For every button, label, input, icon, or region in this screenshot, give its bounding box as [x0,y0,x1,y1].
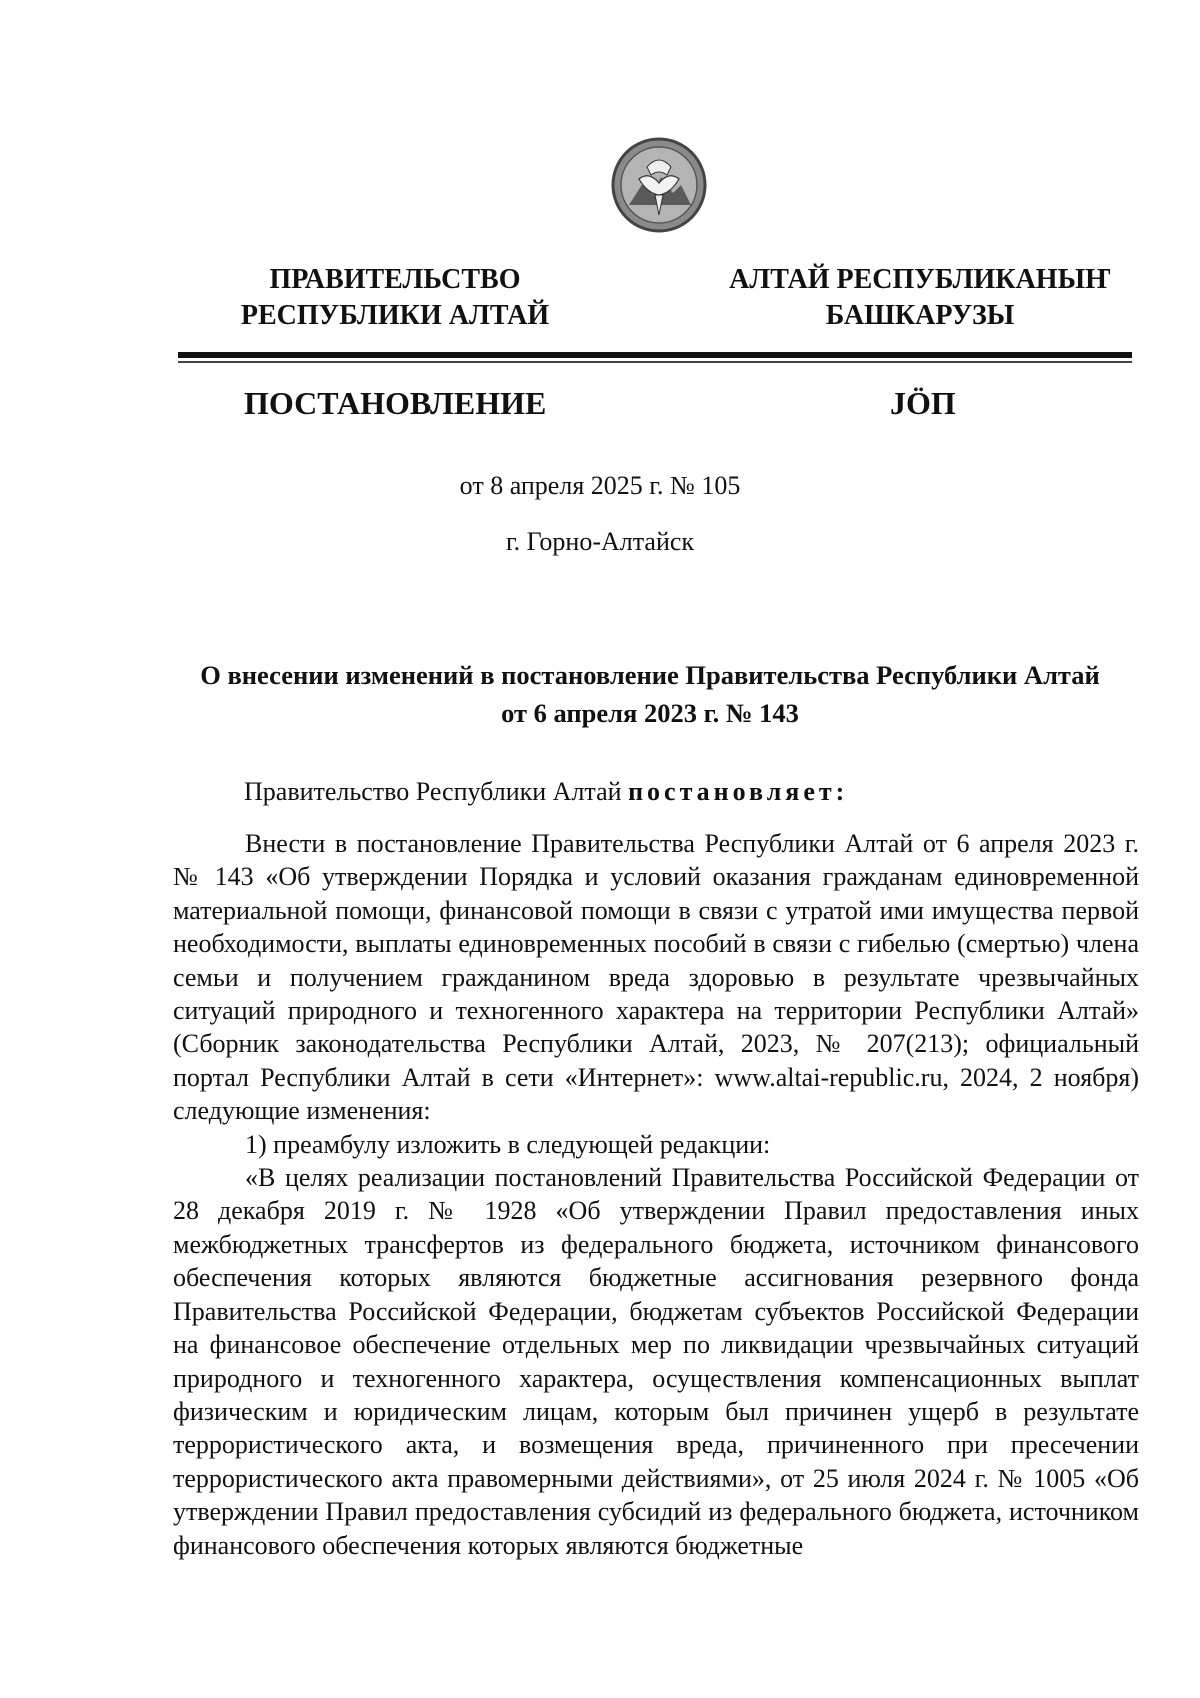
body-paragraph-1: Внести в постановление Правительства Республики Алтай от 6 апреля 2023 г. № 143 «Об утверждении Порядка и условий оказания гражданам единовременной материальной помощи, финансовой помощи в связи с утратой ими имущества первой необходимости, выплаты единовременных пособий в связи с гибелью (смертью) члена семьи и получением гражданином вреда здоровью в результате чрезвычайных ситуаций природного и техногенного характера на территории Республики Алтай» (Сборник законодательства Республики Алтай, 2023, № 207(213); официальный портал Республики Алтай в сети «Интернет»: www.altai-republic.ru, 2024, 2 ноября) следующие изменения: [173,829,1139,1126]
city-line: г. Горно-Алтайск [505,527,695,556]
header-divider-thick [178,352,1132,358]
date-number-line: от 8 апреля 2025 г. № 105 [459,471,741,500]
doc-type-altai: JӦП [890,385,956,421]
body-paragraph-2: 1) преамбулу изложить в следующей редакции: [245,1129,771,1159]
government-name-line-2: РЕСПУБЛИКИ АЛТАЙ [240,300,550,331]
decree-verb: постановляет: [628,777,849,806]
government-name-altai-line-2: БАШКАРУЗЫ [825,300,1015,331]
decree-prefix: Правительство Республики Алтай [244,777,622,806]
document-title-line-1: О внесении изменений в постановление Правительства Республики Алтай [200,660,1100,690]
document-body [173,827,1139,1562]
document-title [160,656,1140,732]
doc-type-russian: ПОСТАНОВЛЕНИЕ [244,385,547,421]
body-paragraph-3: «В целях реализации постановлений Правительства Российской Федерации от 28 декабря 2019 г. № 1928 «Об утверждении Правил предоставления иных межбюджетных трансфертов из федерального бюджета, источником финансового обеспечения которых являются бюджетные ассигнования резервного фонда Правительства Российской Федерации, бюджетам субъектов Российской Федерации на финансовое обеспечение отдельных мер по ликвидации чрезвычайных ситуаций природного и техногенного характера, осуществления компенсационных выплат физическим и юридическим лицам, которым был причинен ущерб в результате террористического акта, и возмещения вреда, причиненного при пресечении террористического акта правомерными действиями», от 25 июля 2024 г. № 1005 «Об утверждении Правил предоставления субсидий из федерального бюджета, источником финансового обеспечения которых являются бюджетные [173,1163,1139,1560]
emblem-icon [609,135,709,235]
government-name-russian [200,262,590,334]
decree-statement [244,775,848,809]
government-name-line-1: ПРАВИТЕЛЬСТВО [269,264,521,295]
government-name-altai [715,262,1125,334]
document-title-line-2: от 6 апреля 2023 г. № 143 [501,698,799,728]
government-name-altai-line-1: АЛТАЙ РЕСПУБЛИКАНЫҤ [729,264,1111,295]
coat-of-arms-emblem [609,135,709,235]
header-divider-thin [178,361,1132,363]
